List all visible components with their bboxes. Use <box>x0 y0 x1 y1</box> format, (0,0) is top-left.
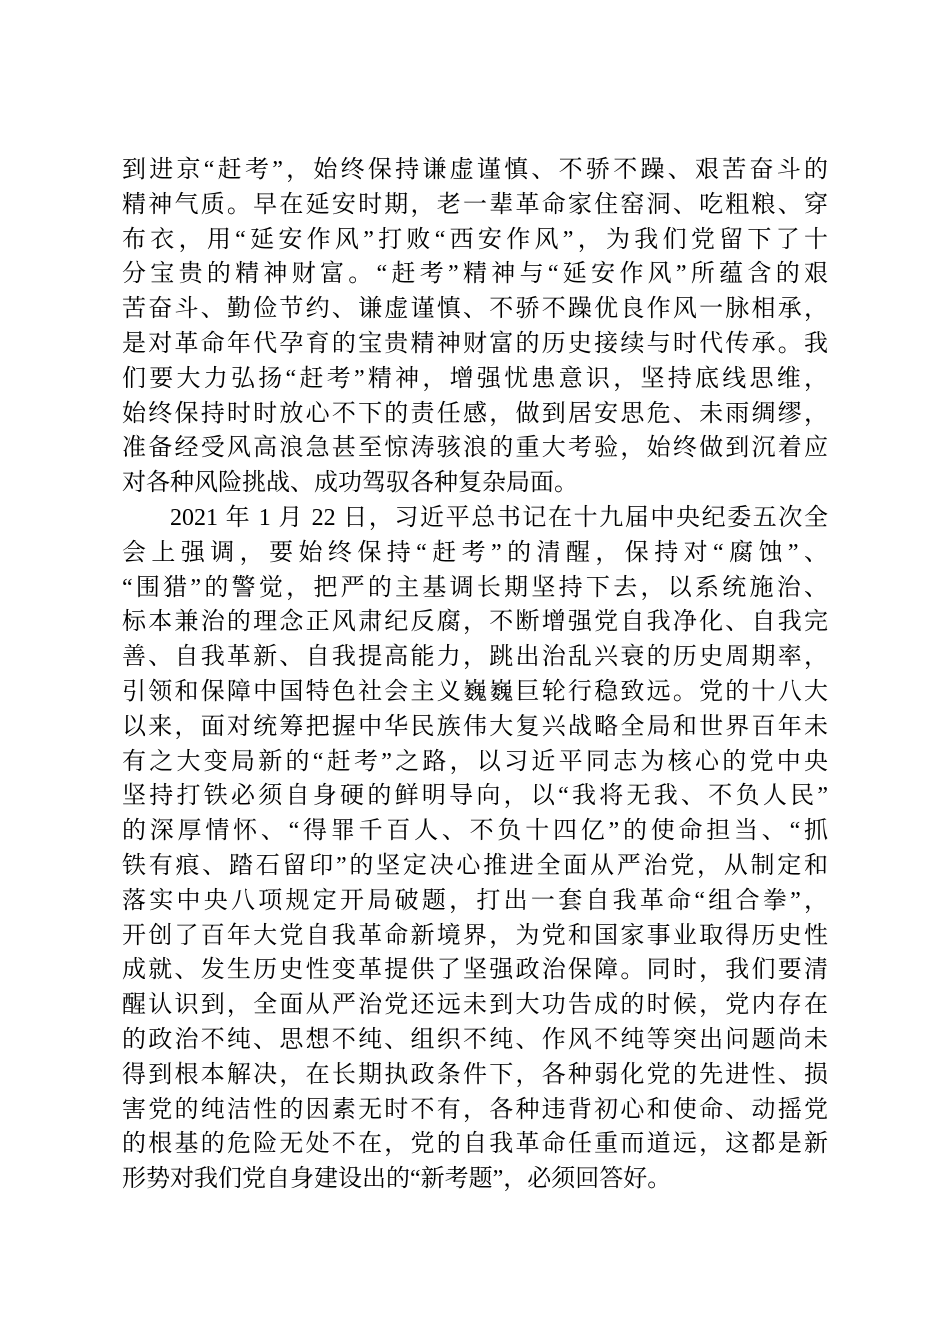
text-line: 引领和保障中国特色社会主义巍巍巨轮行稳致远。党的十八大 <box>122 678 828 705</box>
text-line: 始终保持时时放心不下的责任感，做到居安思危、未雨绸缪， <box>122 400 828 427</box>
text-line: 会上强调，要始终保持“赶考”的清醒，保持对“腐蚀”、 <box>122 539 828 566</box>
body-text <box>122 153 828 1197</box>
text-line: “围猎”的警觉，把严的主基调长期坚持下去，以系统施治、 <box>122 574 828 601</box>
text-line: 精神气质。早在延安时期，老一辈革命家住窑洞、吃粗粮、穿 <box>122 191 828 218</box>
text-line: 布衣，用“延安作风”打败“西安作风”，为我们党留下了十 <box>122 226 828 253</box>
text-line: 铁有痕、踏石留印”的坚定决心推进全面从严治党，从制定和 <box>122 852 828 879</box>
text-line: 落实中央八项规定开局破题，打出一套自我革命“组合拳”， <box>122 887 828 914</box>
text-line: 到进京“赶考”，始终保持谦虚谨慎、不骄不躁、艰苦奋斗的 <box>122 157 828 183</box>
text-line: 成就、发生历史性变革提供了坚强政治保障。同时，我们要清 <box>122 957 828 984</box>
text-line: 是对革命年代孕育的宝贵精神财富的历史接续与时代传承。我 <box>122 330 828 357</box>
text-line: 准备经受风高浪急甚至惊涛骇浪的重大考验，始终做到沉着应 <box>122 435 828 462</box>
text-line: 苦奋斗、勤俭节约、谦虚谨慎、不骄不躁优良作风一脉相承， <box>122 296 828 323</box>
text-line: 开创了百年大党自我革命新境界，为党和国家事业取得历史性 <box>122 922 828 949</box>
text-line: 有之大变局新的“赶考”之路，以习近平同志为核心的党中央 <box>122 748 828 775</box>
text-line: 的政治不纯、思想不纯、组织不纯、作风不纯等突出问题尚未 <box>122 1026 828 1053</box>
text-line: 对各种风险挑战、成功驾驭各种复杂局面。 <box>122 470 578 497</box>
text-line: 醒认识到，全面从严治党还远未到大功告成的时候，党内存在 <box>122 992 828 1019</box>
text-line: 标本兼治的理念正风肃纪反腐，不断增强党自我净化、自我完 <box>122 609 828 636</box>
text-line: 害党的纯洁性的因素无时不有，各种违背初心和使命、动摇党 <box>122 1096 828 1123</box>
text-line: 坚持打铁必须自身硬的鲜明导向，以“我将无我、不负人民” <box>122 783 828 810</box>
paragraph-2 <box>122 501 828 1197</box>
text-line: 形势对我们党自身建设出的“新考题”，必须回答好。 <box>122 1166 672 1193</box>
text-line: 善、自我革新、自我提高能力，跳出治乱兴衰的历史周期率， <box>122 644 828 671</box>
text-line: 们要大力弘扬“赶考”精神，增强忧患意识，坚持底线思维， <box>122 365 828 392</box>
text-line: 分宝贵的精神财富。“赶考”精神与“延安作风”所蕴含的艰 <box>122 261 828 288</box>
text-line: 得到根本解决，在长期执政条件下，各种弱化党的先进性、损 <box>122 1061 828 1088</box>
paragraph-1 <box>122 153 828 501</box>
text-line: 以来，面对统筹把握中华民族伟大复兴战略全局和世界百年未 <box>122 713 828 740</box>
text-line: 的深厚情怀、“得罪千百人、不负十四亿”的使命担当、“抓 <box>122 818 828 845</box>
text-line: 2021 年 1 月 22 日，习近平总书记在十九届中央纪委五次全 <box>170 504 828 531</box>
text-line: 的根基的危险无处不在，党的自我革命任重而道远，这都是新 <box>122 1131 828 1158</box>
